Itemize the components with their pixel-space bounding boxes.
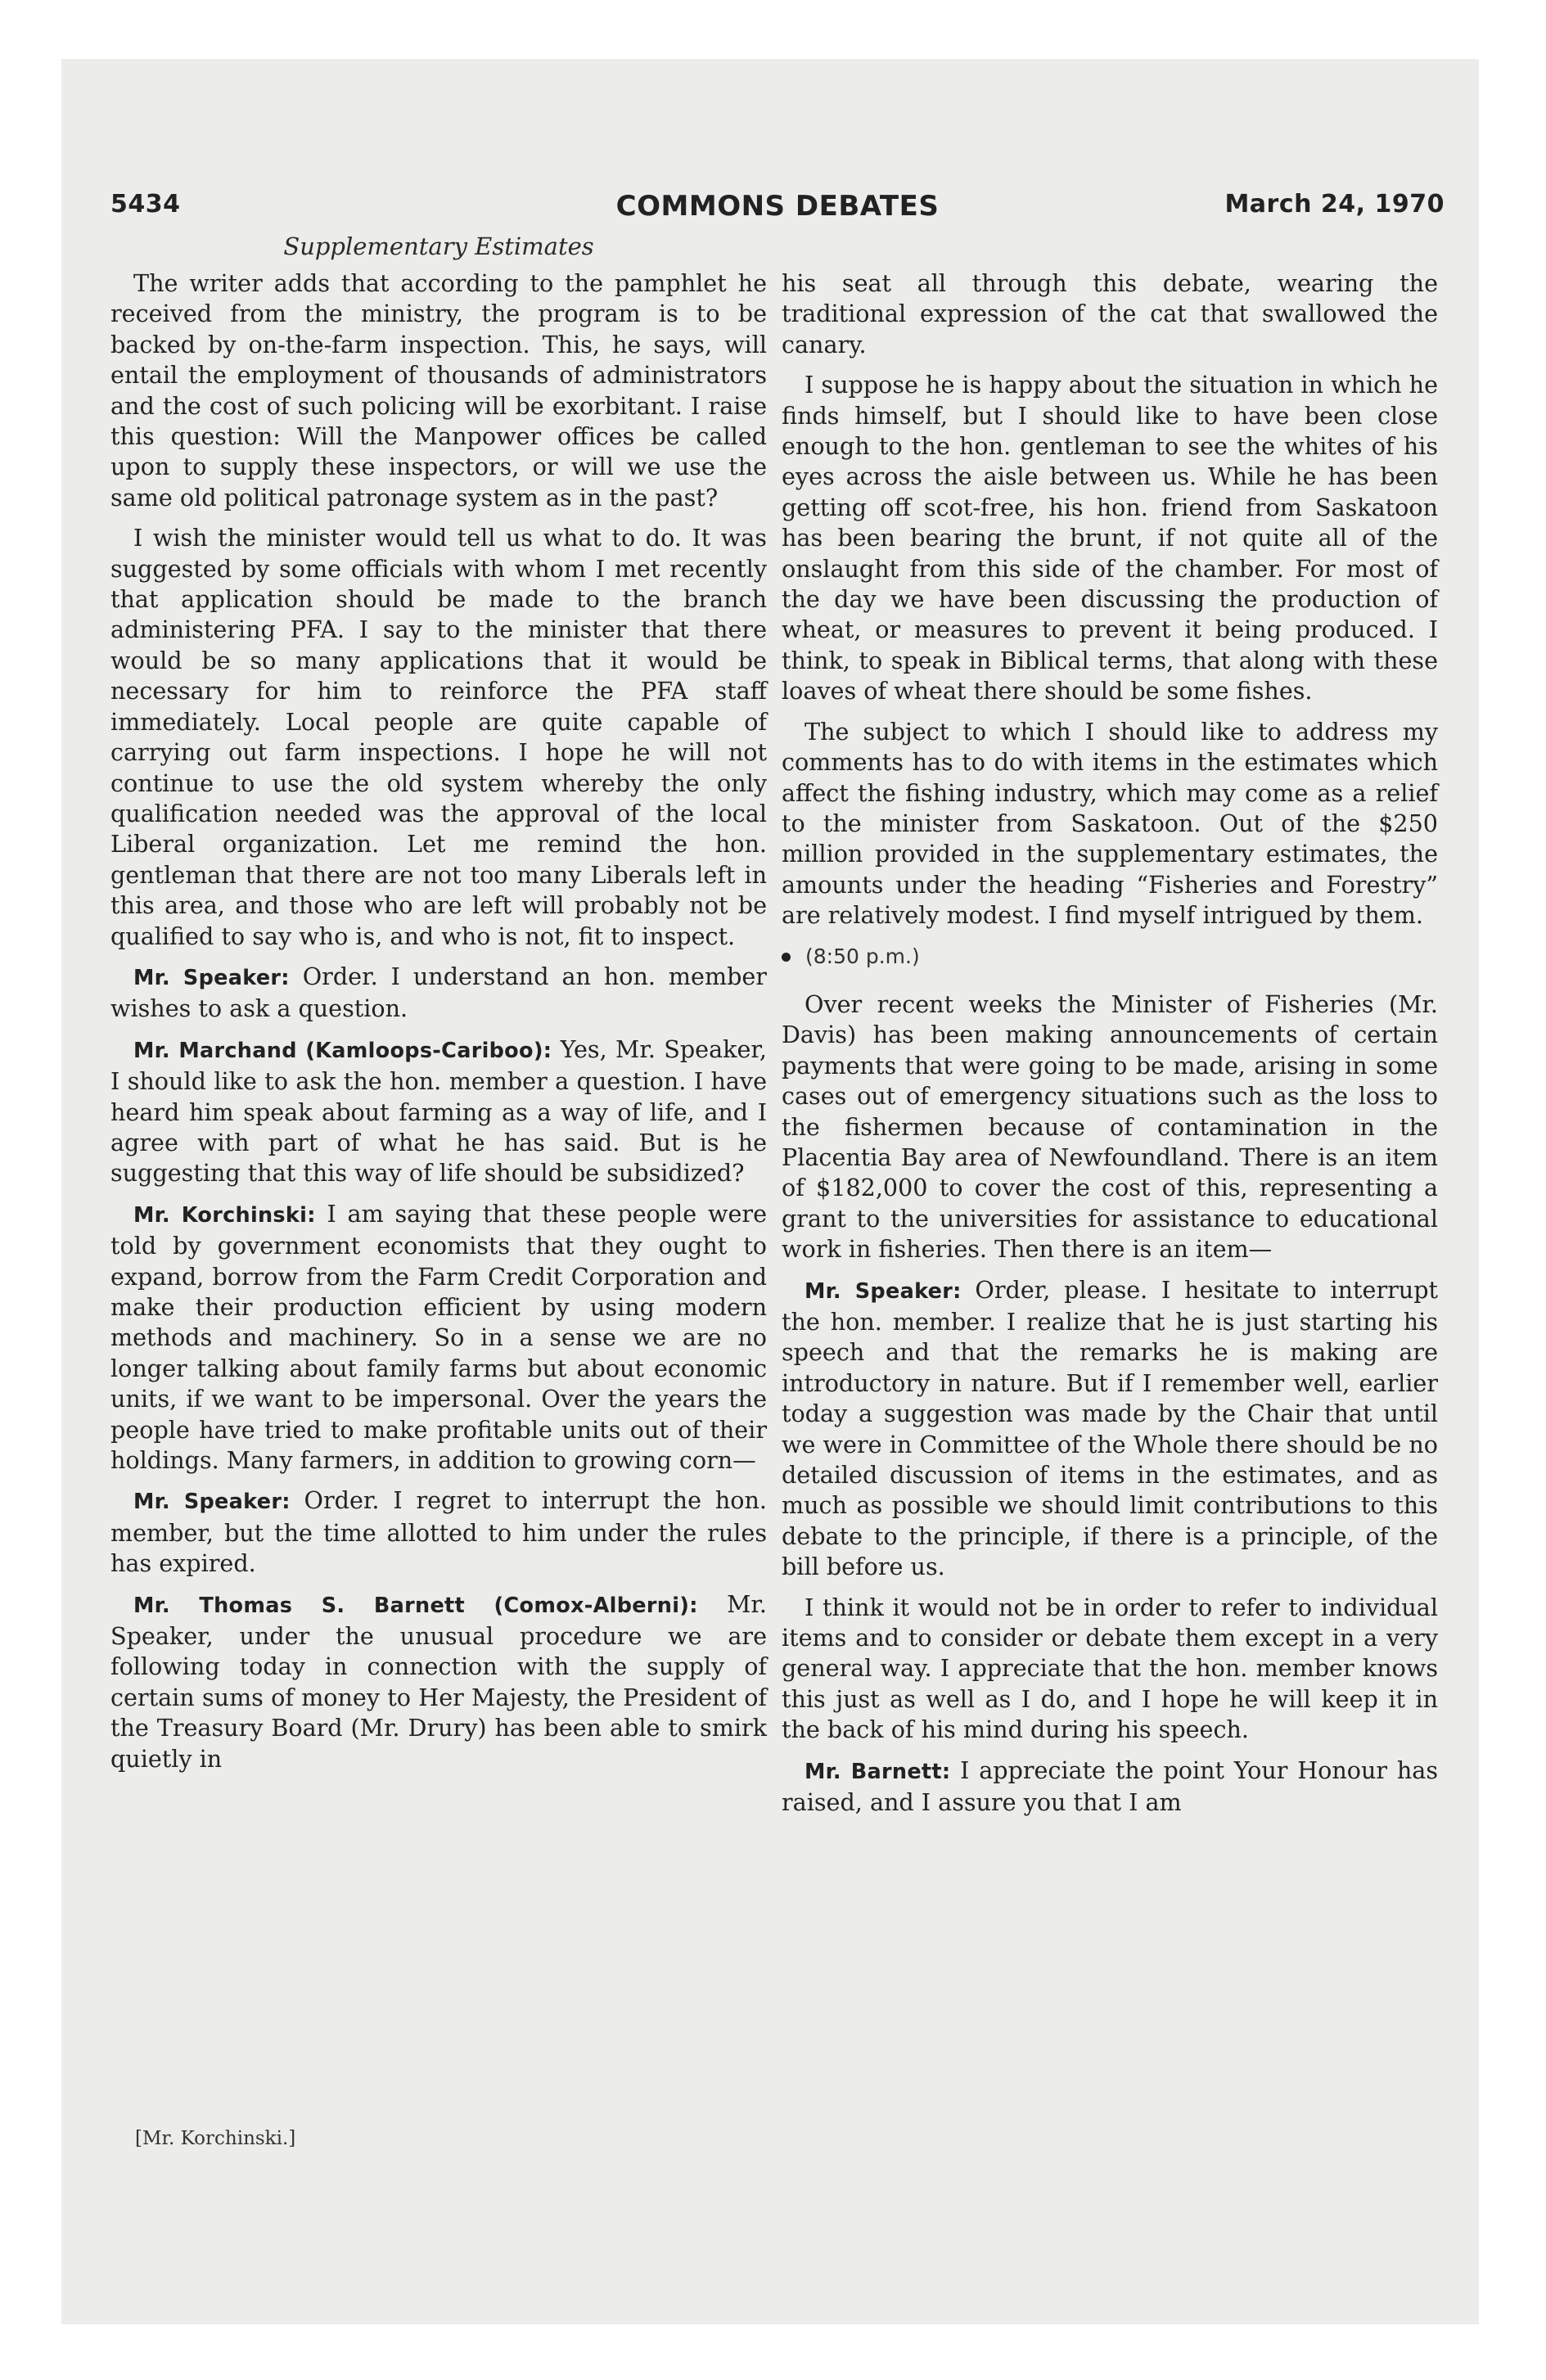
paragraph: I suppose he is happy about the situation in which he finds himself, but I should like to have been close enough to the hon. gentleman to see the whites of his eyes across the aisle between us. While he has been getting off scot-free, his hon. friend from Saskatoon has been bearing the brunt, if not quite all of the onslaught from this side of the chamber. For most of the day we have been discussing the production of wheat, or measures to prevent it being produced. I think, to speak in Biblical terms, that along with these loaves of wheat there should be some fishes. — [782, 371, 1438, 705]
speech — [782, 1275, 1438, 1583]
speech — [782, 1756, 1438, 1819]
speaker-name: Mr. Speaker: — [133, 965, 290, 990]
speech-text: Yes, Mr. Speaker, I should like to ask the hon. member a question. I have heard him speak about farming as a way of life, and I agree with part of what he has said. But is he suggesting that this way of life should be subsidized? — [110, 1034, 767, 1188]
paragraph: The subject to which I should like to address my comments has to do with items in the estimates which affect the fishing industry, which may come as a relief to the minister from Saskatoon. Out of the $250 million provided in the supplementary estimates, the amounts under the heading “Fisheries and Forestry” are relatively modest. I find myself intrigued by them. — [782, 717, 1438, 930]
footer-speaker-note: [Mr. Korchinski.] — [135, 2128, 296, 2149]
publication-date: March 24, 1970 — [1224, 190, 1445, 219]
paragraph: The writer adds that according to the pamphlet he received from the ministry, the program is to be backed by on-the-farm inspection. This, he says, will entail the employment of thousands of administrators and the cost of such policing will be exorbitant. I raise this question: Will the Manpower offices be called upon to supply these inspectors, or will we use the same old political patronage system as in the past? — [110, 269, 767, 512]
speaker-name: Mr. Marchand (Kamloops-Cariboo): — [133, 1038, 552, 1063]
left-column — [110, 268, 767, 1784]
section-subheader: Supplementary Estimates — [283, 232, 594, 260]
speaker-name: Mr. Speaker: — [805, 1278, 962, 1304]
right-column — [782, 268, 1438, 1828]
speaker-name: Mr. Barnett: — [805, 1759, 951, 1784]
paragraph: I think it would not be in order to refer to individual items and to consider or debate them except in a very general way. I appreciate that the hon. member knows this just as well as I do, and I hope he will keep it in the back of his mind during his speech. — [782, 1593, 1438, 1744]
timestamp-text: (8:50 p.m.) — [805, 944, 920, 968]
speech — [110, 962, 767, 1025]
speech-text: Mr. Speaker, under the unusual procedure we are following today in connection with the supply of certain sums of money to Her Majesty, the President of the Treasury Board (Mr. Drury) has been able to smirk quietly in — [110, 1589, 768, 1773]
speech-text: Order. I understand an hon. member wishes to ask a question. — [110, 962, 767, 1023]
speech — [110, 1034, 767, 1189]
speech-text: Order, please. I hesitate to interrupt the hon. member. I realize that he is just starting his speech and that the remarks he is making are introductory in nature. But if I remember well, earlier today a suggestion was made by the Chair that until we were in Committee of the Whole there should be no detailed discussion of items in the estimates, and as much as possible we should limit contributions to this debate to the principle, if there is a principle, of the bill before us. — [782, 1275, 1438, 1581]
speech-text: Order. I regret to interrupt the hon. member, but the time allotted to him under the rules has expired. — [110, 1486, 767, 1578]
bullet-icon — [782, 953, 791, 962]
speaker-name: Mr. Thomas S. Barnett (Comox-Alberni): — [133, 1593, 698, 1618]
speech — [110, 1485, 767, 1579]
speaker-name: Mr. Speaker: — [133, 1490, 291, 1515]
timestamp — [782, 941, 1438, 971]
speech-text: I appreciate the point Your Honour has raised, and I assure you that I am — [782, 1756, 1438, 1817]
paragraph: I wish the minister would tell us what to do. It was suggested by some officials with whom I met recently that application should be made to the branch administering PFA. I say to the minister that there would be so many applications that it would be necessary for him to reinforce the PFA staff immediately. Local people are quite capable of carrying out farm inspections. I hope he will not continue to use the old system whereby the only qualification needed was the approval of the local Liberal organization. Let me remind the hon. gentleman that there are not too many Liberals left in this area, and those who are left will probably not be qualified to say who is, and who is not, fit to inspect. — [110, 524, 767, 950]
running-header — [110, 185, 1445, 224]
page-number: 5434 — [110, 190, 181, 219]
speaker-name: Mr. Korchinski: — [133, 1202, 316, 1228]
speech-text: I am saying that these people were told by government economists that they ought to expand, borrow from the Farm Credit Corporation and make their production efficient by using modern methods and machinery. So in a sense we are no longer talking about family farms but about economic units, if we want to be impersonal. Over the years the people have tried to make profitable units out of their holdings. Many farmers, in addition to growing corn— — [110, 1199, 767, 1475]
publication-title: COMMONS DEBATES — [615, 190, 940, 223]
speech — [110, 1199, 767, 1476]
speech — [110, 1589, 767, 1774]
paragraph: Over recent weeks the Minister of Fisheries (Mr. Davis) has been making announcements of certain payments that were going to be made, arising in some cases out of emergency situations such as the loss to the fishermen because of contamination in the Placentia Bay area of Newfoundland. There is an item of $182,000 to cover the cost of this, representing a grant to the universities for assistance to educational work in fisheries. Then there is an item— — [782, 989, 1438, 1264]
paragraph: his seat all through this debate, wearing the traditional expression of the cat that swallowed the canary. — [782, 269, 1438, 358]
